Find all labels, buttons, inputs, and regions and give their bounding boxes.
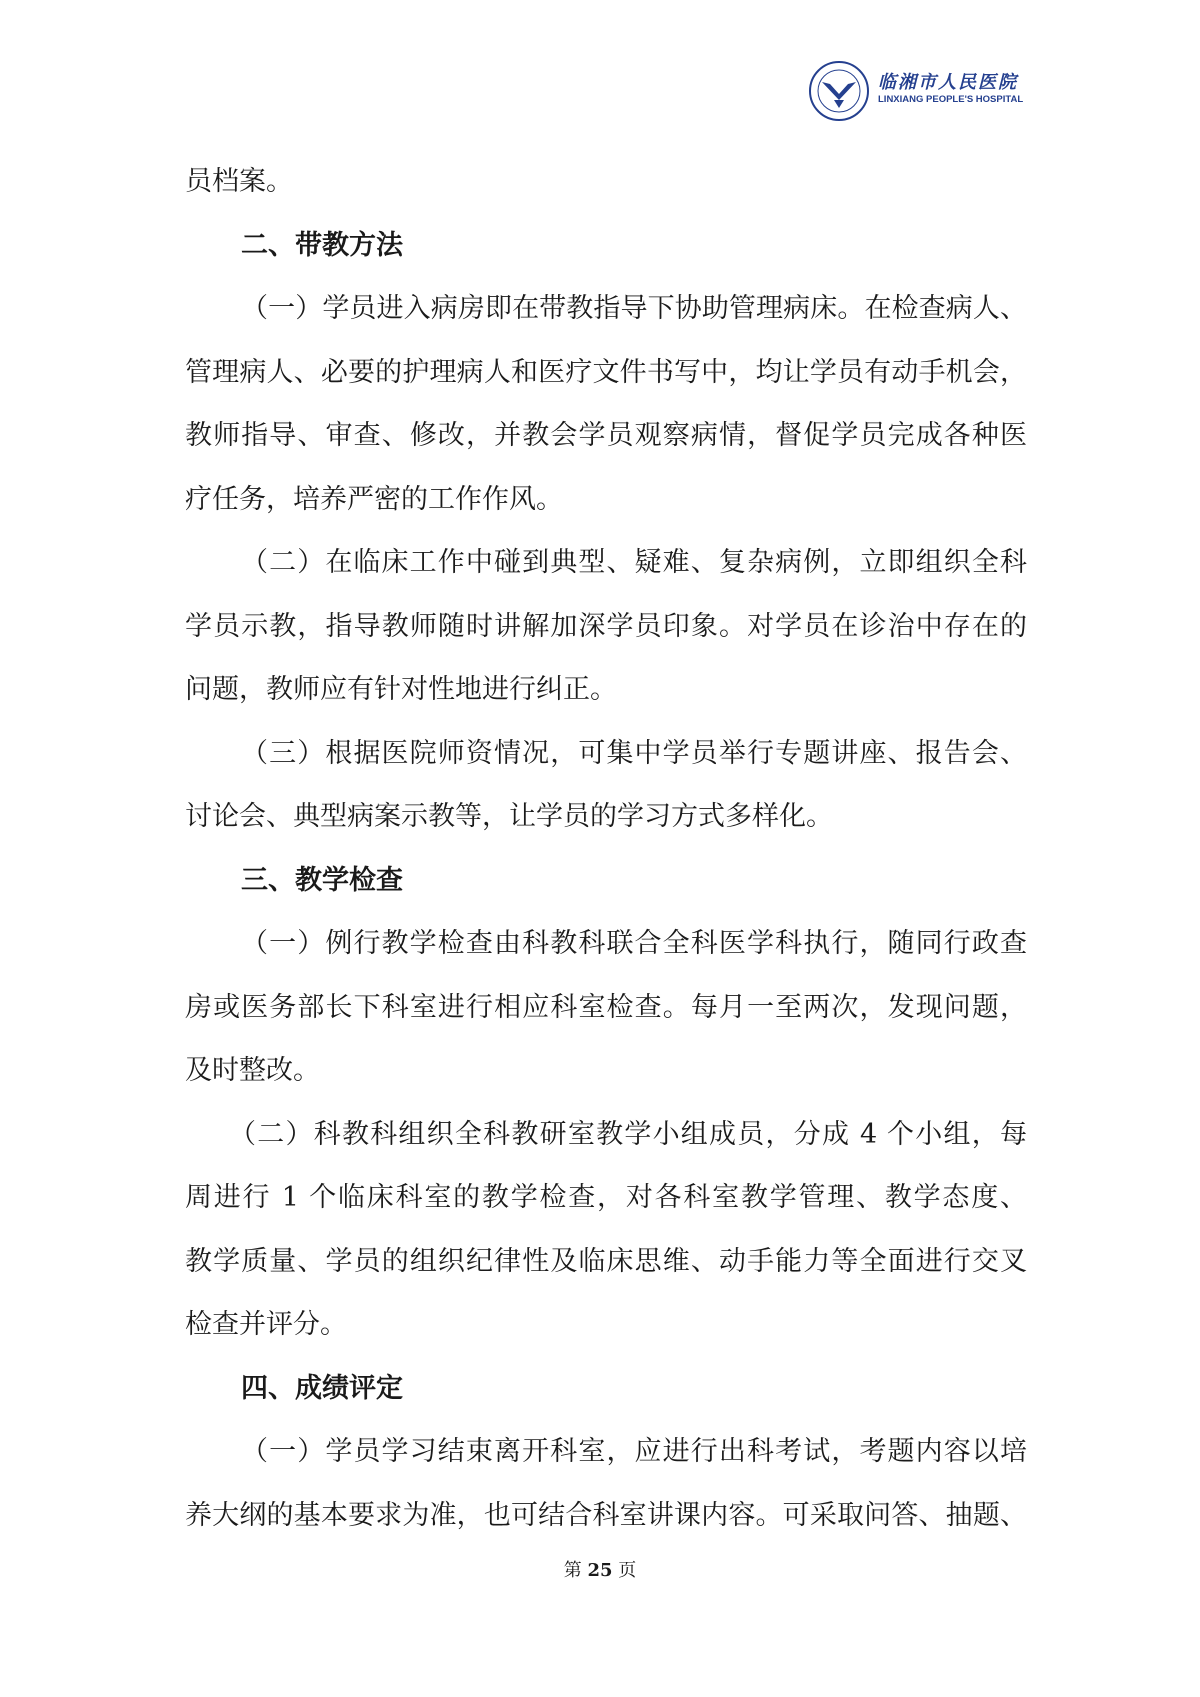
section-heading: 三、教学检查	[241, 864, 403, 896]
text-line: （三）根据医院师资情况，可集中学员举行专题讲座、报告会、	[241, 737, 1027, 769]
page-number: 25	[587, 1560, 613, 1581]
text-line: （一）学员学习结束离开科室，应进行出科考试，考题内容以培	[241, 1436, 1027, 1467]
logo-chinese-name: 临湘市人民医院	[878, 72, 1018, 93]
text-line: 讨论会、典型病案示教等，让学员的学习方式多样化。	[185, 801, 833, 832]
page-label-prefix: 第	[563, 1560, 582, 1581]
text-line: （一）学员进入病房即在带教指导下协助管理病床。在检查病人、	[241, 293, 1027, 324]
hospital-logo	[808, 60, 1030, 122]
text-line: 及时整改。	[185, 1055, 320, 1086]
text-line: 检查并评分。	[185, 1309, 347, 1340]
text-line: 养大纲的基本要求为准，也可结合科室讲课内容。可采取问答、抽题、	[185, 1499, 1027, 1531]
text-line: 教师指导、审查、修改，并教会学员观察病情，督促学员完成各种医	[185, 420, 1027, 451]
text-line: 教学质量、学员的组织纪律性及临床思维、动手能力等全面进行交叉	[185, 1245, 1027, 1277]
page-label-suffix: 页	[618, 1560, 637, 1581]
text-line: 员档案。	[185, 166, 293, 197]
page-footer	[0, 1556, 1200, 1582]
text-line: （二）科教科组织全科教研室教学小组成员，分成 4 个小组，每	[229, 1118, 1027, 1150]
logo-english-name: LINXIANG PEOPLE'S HOSPITAL	[878, 94, 1024, 105]
text-line: 管理病人、必要的护理病人和医疗文件书写中，均让学员有动手机会，	[185, 356, 1027, 388]
text-line: 周进行 1 个临床科室的教学检查，对各科室教学管理、教学态度、	[185, 1182, 1027, 1213]
text-line: 疗任务，培养严密的工作作风。	[185, 483, 563, 515]
section-heading: 四、成绩评定	[241, 1372, 403, 1404]
text-line: （二）在临床工作中碰到典型、疑难、复杂病例，立即组织全科	[241, 547, 1027, 578]
text-line: 房或医务部长下科室进行相应科室检查。每月一至两次，发现问题，	[185, 991, 1027, 1023]
section-heading: 二、带教方法	[241, 229, 403, 261]
text-line: 学员示教，指导教师随时讲解加深学员印象。对学员在诊治中存在的	[185, 610, 1027, 642]
text-line: 问题，教师应有针对性地进行纠正。	[185, 674, 617, 705]
hospital-emblem-icon	[808, 60, 870, 122]
text-line: （一）例行教学检查由科教科联合全科医学科执行，随同行政查	[241, 928, 1027, 959]
document-body	[185, 150, 1027, 1547]
